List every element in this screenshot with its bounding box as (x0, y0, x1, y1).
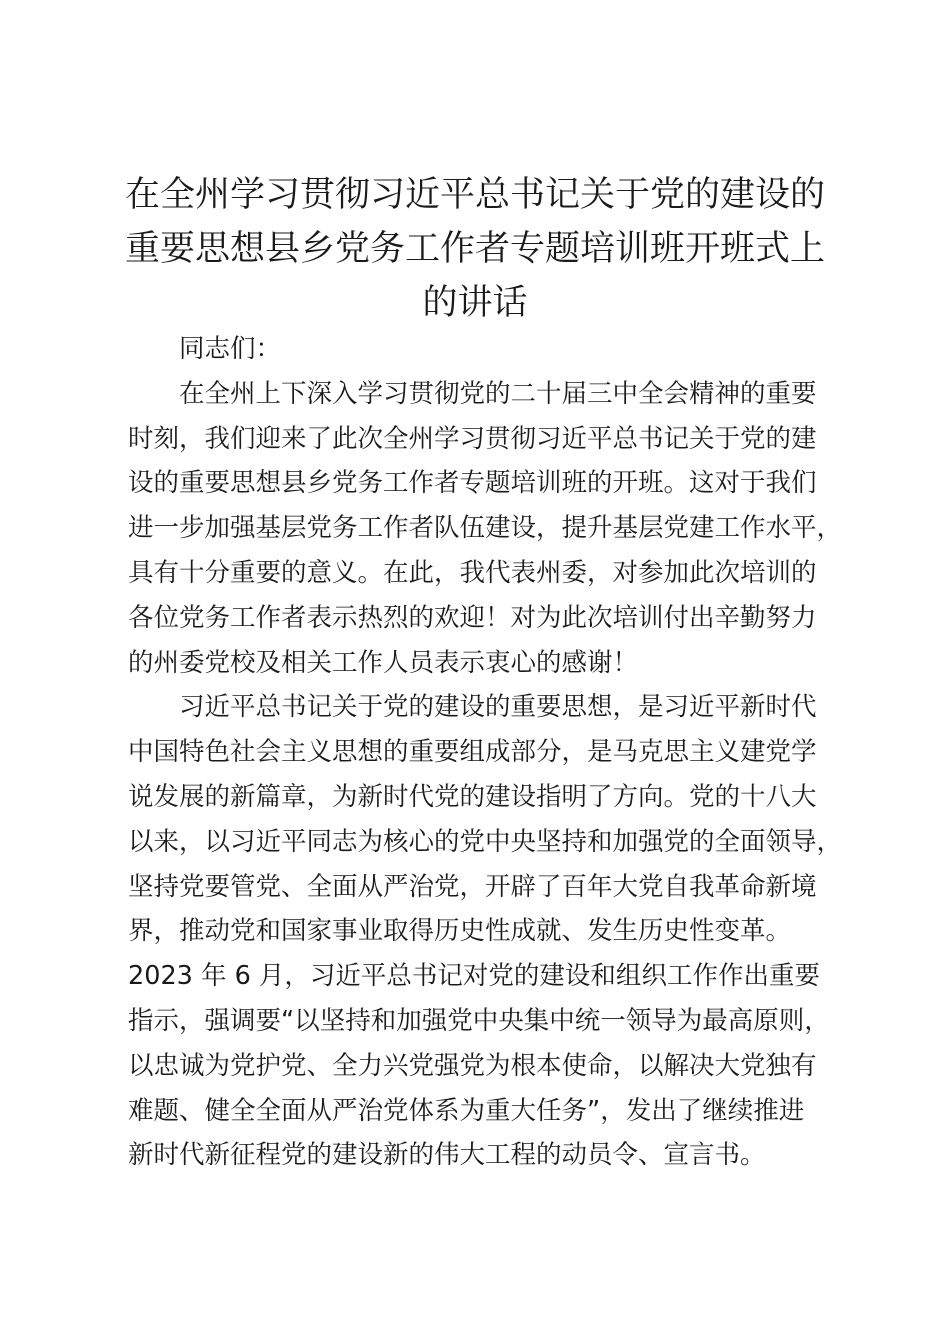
paragraph-1-line-2: 时刻，我们迎来了此次全州学习贯彻习近平总书记关于党的建 (128, 423, 817, 454)
paragraph-2-line-1: 习近平总书记关于党的建设的重要思想，是习近平新时代 (179, 692, 817, 723)
paragraph-2-line-7: 2023 年 6 月，习近平总书记对党的建设和组织工作作出重要 (128, 961, 820, 992)
document-body (128, 327, 843, 1178)
paragraph-1-line-5: 具有十分重要的意义。在此，我代表州委，对参加此次培训的 (128, 557, 817, 588)
paragraph-1-line-1: 在全州上下深入学习贯彻党的二十届三中全会精神的重要 (179, 378, 817, 409)
paragraph-1-line-6: 各位党务工作者表示热烈的欢迎！对为此次培训付出辛勤努力 (128, 602, 817, 633)
paragraph-2-line-8: 指示，强调要“以坚持和加强党中央集中统一领导为最高原则， (128, 1005, 830, 1036)
paragraph-2-line-6: 界，推动党和国家事业取得历史性成就、发生历史性变革。 (128, 916, 792, 947)
document-title (118, 168, 832, 330)
paragraph-2-line-4: 以来，以习近平同志为核心的党中央坚持和加强党的全面领导， (128, 826, 843, 857)
paragraph-2-line-11: 新时代新征程党的建设新的伟大工程的动员令、宣言书。 (128, 1140, 766, 1171)
paragraph-1-line-7: 的州委党校及相关工作人员表示衷心的感谢！ (128, 647, 639, 678)
title-line-2: 重要思想县乡党务工作者专题培训班开班式上 (124, 229, 825, 269)
paragraph-2-line-9: 以忠诚为党护党、全力兴党强党为根本使命，以解决大党独有 (128, 1050, 817, 1081)
paragraph-2-line-10: 难题、健全全面从严治党体系为重大任务”，发出了继续推进 (128, 1095, 805, 1126)
paragraph-1-line-3: 设的重要思想县乡党务工作者专题培训班的开班。这对于我们 (128, 468, 817, 499)
title-line-3: 的讲话 (422, 283, 528, 323)
paragraph-2-line-5: 坚持党要管党、全面从严治党，开辟了百年大党自我革命新境 (128, 871, 817, 902)
paragraph-2-line-2: 中国特色社会主义思想的重要组成部分，是马克思主义建党学 (128, 737, 817, 768)
title-line-1: 在全州学习贯彻习近平总书记关于党的建设的 (124, 175, 825, 215)
paragraph-2-line-3: 说发展的新篇章，为新时代党的建设指明了方向。党的十八大 (128, 781, 817, 812)
salutation: 同志们： (179, 334, 282, 364)
paragraph-1-line-4: 进一步加强基层党务工作者队伍建设，提升基层党建工作水平， (128, 513, 843, 544)
